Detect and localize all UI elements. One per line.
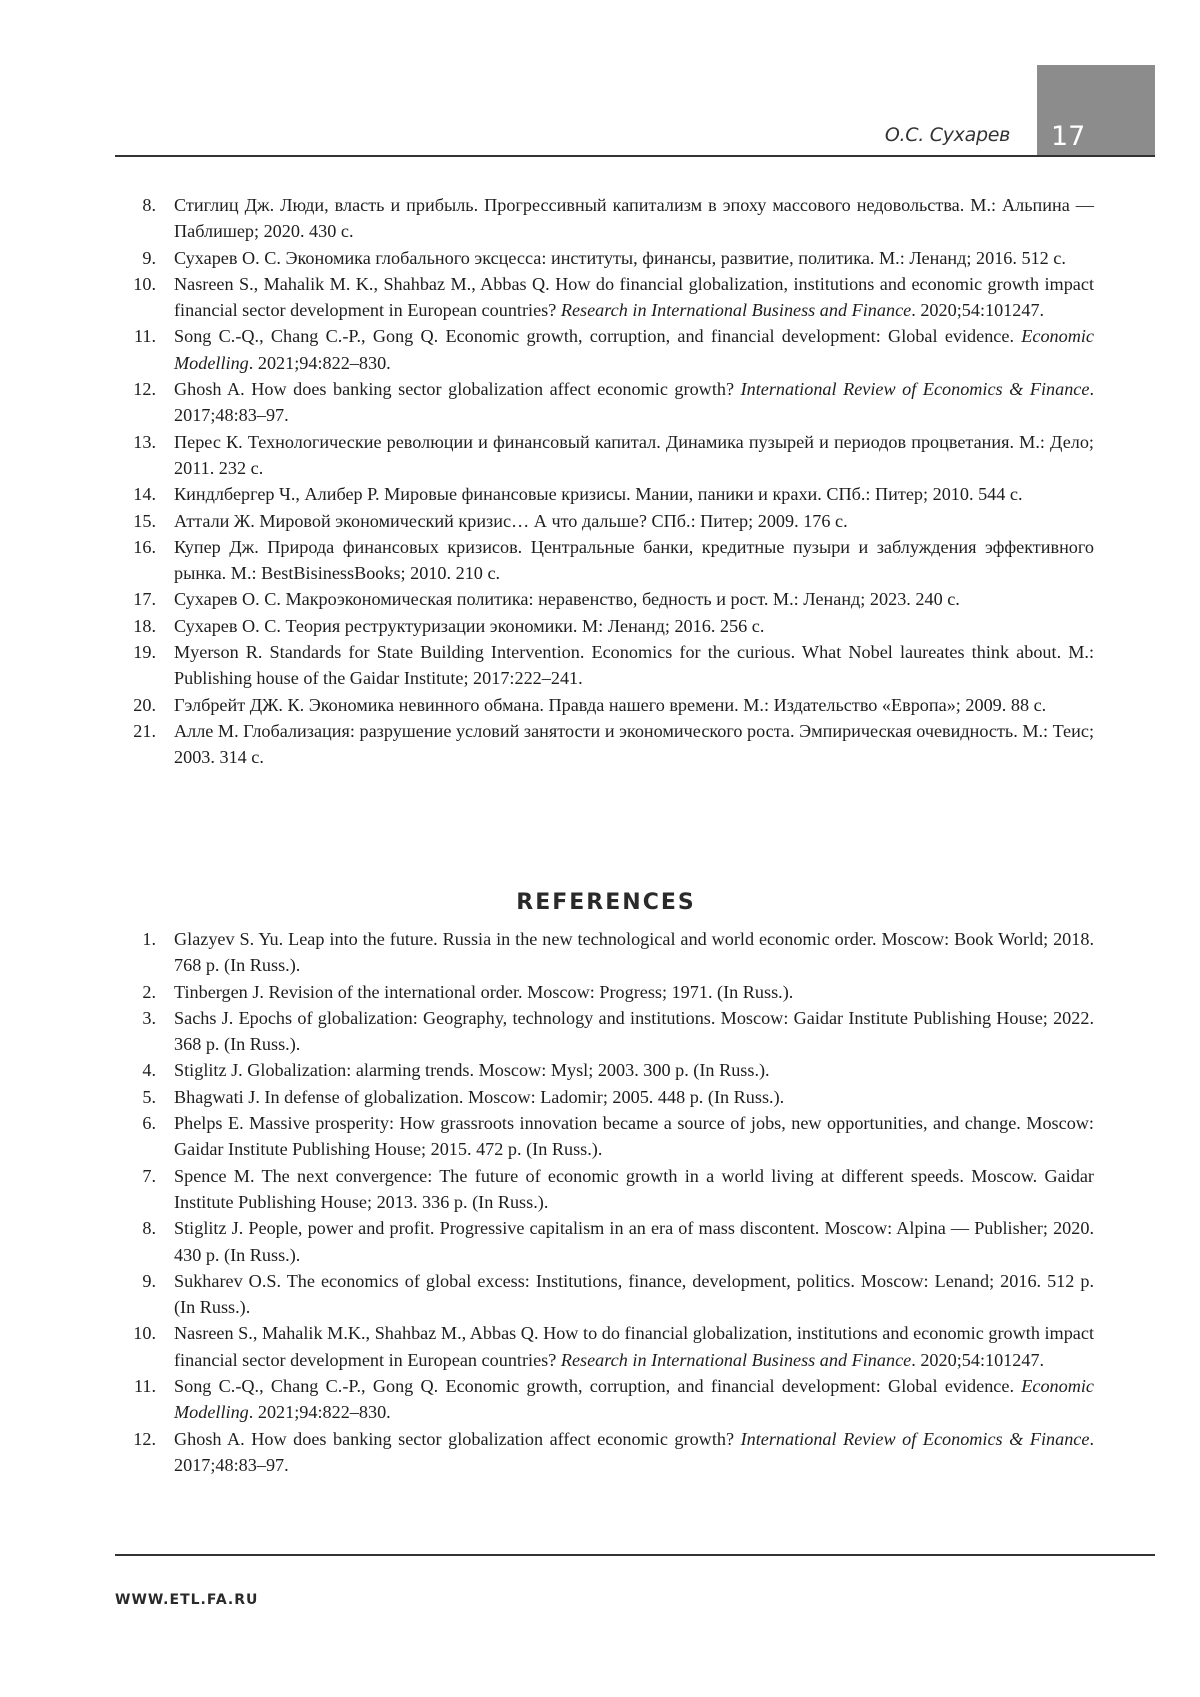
reference-tail: . 2021;94:822–830. [248, 352, 391, 373]
reference-body: Stiglitz J. Globalization: alarming trends. Moscow: Mysl; 2003. 300 p. (In Russ.). [174, 1060, 770, 1081]
reference-number: 10. [133, 273, 156, 294]
reference-text [156, 639, 1094, 692]
reference-body: Купер Дж. Природа финансовых кризисов. Центральные банки, кредитные пузыри и заблуждения эффективного рынка. М.: BestBisinessBooks; 2010. 210 с. [174, 536, 1094, 584]
reference-number: 21. [133, 720, 156, 741]
reference-text [156, 1215, 1094, 1268]
reference-journal: International Review of Economics & Finance [740, 379, 1090, 400]
reference-item [118, 1320, 1094, 1373]
reference-number: 18. [133, 615, 156, 636]
reference-number: 2. [142, 981, 156, 1002]
reference-text [156, 271, 1094, 324]
reference-item [118, 1110, 1094, 1163]
reference-number: 17. [133, 589, 156, 610]
reference-item [118, 192, 1094, 245]
reference-body: Ghosh A. How does banking sector globalization affect economic growth? [174, 1428, 741, 1449]
reference-number: 20. [133, 694, 156, 715]
reference-text [156, 192, 1094, 245]
reference-text [156, 613, 1094, 639]
reference-number: 1. [142, 929, 156, 949]
reference-number: 8. [142, 1218, 156, 1239]
reference-text [156, 586, 1094, 612]
reference-body: Spence M. The next convergence: The future of economic growth in a world living at different speeds. Moscow. Gaidar Institute Publishing House; 2013. 336 p. (In Russ.). [174, 1165, 1094, 1212]
reference-item [118, 1215, 1094, 1268]
reference-number: 11. [133, 326, 156, 347]
reference-body: Ghosh A. How does banking sector globalization affect economic growth? [174, 379, 741, 400]
reference-text [156, 323, 1094, 376]
reference-text [156, 1163, 1094, 1216]
reference-body: Stiglitz J. People, power and profit. Progressive capitalism in an era of mass discontent. Moscow: Alpina — Publisher; 2020. 430 p. (In Russ.). [174, 1218, 1094, 1265]
reference-journal: Research in International Business and Finance [560, 300, 912, 321]
reference-item [118, 429, 1094, 482]
reference-number: 16. [133, 536, 156, 557]
reference-journal: Economic Modelling [174, 1376, 1094, 1423]
reference-number: 19. [133, 642, 156, 663]
footer-url: WWW.ETL.FA.RU [115, 1592, 259, 1608]
reference-item [118, 979, 1094, 1005]
reference-item [118, 613, 1094, 639]
reference-body: Алле М. Глобализация: разрушение условий занятости и экономического роста. Эмпирическая очевидность. М.: Теис; 2003. 314 с. [174, 720, 1094, 768]
reference-body: Гэлбрейт ДЖ. К. Экономика невинного обмана. Правда нашего времени. М.: Издательство «Европа»; 2009. 88 с. [174, 694, 1047, 715]
reference-item [118, 926, 1094, 979]
reference-body: Сухарев О. С. Макроэкономическая политика: неравенство, бедность и рост. М.: Ленанд; 2023. 240 с. [174, 589, 960, 610]
reference-number: 3. [142, 1007, 156, 1028]
reference-body: Myerson R. Standards for State Building Intervention. Economics for the curious. What Nobel laureates think about. M.: Publishing house of the Gaidar Institute; 2017:222–241. [174, 642, 1094, 689]
reference-number: 9. [142, 247, 156, 268]
reference-number: 14. [133, 484, 156, 505]
reference-number: 7. [142, 1165, 156, 1186]
reference-text [156, 1084, 1094, 1110]
reference-body: Стиглиц Дж. Люди, власть и прибыль. Прогрессивный капитализм в эпоху массового недовольства. М.: Альпина — Паблишер; 2020. 430 с. [174, 195, 1094, 242]
reference-item [118, 1426, 1094, 1479]
reference-number: 4. [142, 1060, 156, 1081]
russian-reference-list [118, 192, 1094, 771]
reference-number: 11. [133, 1376, 156, 1397]
reference-text [156, 508, 1094, 534]
reference-number: 5. [142, 1086, 156, 1107]
reference-item [118, 323, 1094, 376]
reference-number: 15. [133, 510, 156, 531]
reference-body: Sukharev O.S. The economics of global excess: Institutions, finance, development, politics. Moscow: Lenand; 2016. 512 p. (In Russ.). [174, 1270, 1094, 1318]
reference-text [156, 1057, 1094, 1083]
reference-body: Аттали Ж. Мировой экономический кризис… А что дальше? СПб.: Питер; 2009. 176 с. [174, 510, 848, 531]
reference-text [156, 1268, 1094, 1321]
reference-item [118, 1373, 1094, 1426]
reference-text [156, 245, 1094, 271]
reference-item [118, 1057, 1094, 1083]
running-head-author: О.С. Сухарев [884, 124, 1010, 146]
reference-item [118, 481, 1094, 507]
reference-journal: Economic Modelling [174, 326, 1094, 373]
reference-tail: . 2017;48:83–97. [174, 379, 1094, 426]
reference-item [118, 245, 1094, 271]
reference-item [118, 1268, 1094, 1321]
reference-number: 9. [142, 1270, 156, 1291]
reference-text [156, 1320, 1094, 1373]
reference-number: 12. [133, 379, 156, 400]
reference-body: Сухарев О. С. Теория реструктуризации экономики. М: Ленанд; 2016. 256 с. [174, 615, 765, 636]
reference-text [156, 1005, 1094, 1058]
reference-text [156, 1426, 1094, 1479]
page-number: 17 [1051, 121, 1086, 152]
reference-body: Bhagwati J. In defense of globalization. Moscow: Ladomir; 2005. 448 p. (In Russ.). [174, 1086, 785, 1107]
reference-tail: . 2020;54:101247. [911, 300, 1045, 321]
reference-item [118, 271, 1094, 324]
reference-body: Сухарев О. С. Экономика глобального эксцесса: институты, финансы, развитие, политика. М.: Ленанд; 2016. 512 с. [174, 247, 1066, 268]
reference-text [156, 376, 1094, 429]
reference-item [118, 639, 1094, 692]
reference-item [118, 508, 1094, 534]
reference-text [156, 926, 1094, 979]
reference-tail: . 2021;94:822–830. [248, 1402, 391, 1423]
reference-number: 8. [142, 195, 156, 215]
reference-item [118, 718, 1094, 771]
reference-item [118, 586, 1094, 612]
reference-text [156, 1110, 1094, 1163]
reference-body: Song C.-Q., Chang C.-P., Gong Q. Economic growth, corruption, and financial development: Global evidence. [174, 326, 1022, 347]
reference-journal: Research in International Business and Finance [560, 1349, 912, 1370]
reference-body: Sachs J. Epochs of globalization: Geography, technology and institutions. Moscow: Gaidar Institute Publishing House; 2022. 368 p. (In Russ.). [174, 1007, 1094, 1055]
reference-number: 10. [133, 1323, 156, 1344]
english-reference-list [118, 926, 1094, 1478]
references-heading: REFERENCES [516, 890, 696, 915]
reference-item [118, 692, 1094, 718]
reference-body: Перес К. Технологические революции и финансовый капитал. Динамика пузырей и периодов процветания. М.: Дело; 2011. 232 с. [174, 431, 1094, 478]
reference-text [156, 429, 1094, 482]
reference-text [156, 718, 1094, 771]
footer-rule [115, 1554, 1155, 1556]
reference-text [156, 534, 1094, 587]
reference-item [118, 534, 1094, 587]
reference-text [156, 979, 1094, 1005]
reference-text [156, 481, 1094, 507]
reference-body: Nasreen S., Mahalik M.K., Shahbaz M., Abbas Q. How to do financial globalization, institutions and economic growth impact financial sector development in European countries? [174, 1323, 1094, 1370]
reference-journal: International Review of Economics & Finance [740, 1428, 1090, 1449]
reference-number: 6. [142, 1113, 156, 1134]
reference-number: 13. [133, 431, 156, 452]
reference-body: Song C.-Q., Chang C.-P., Gong Q. Economic growth, corruption, and financial development: Global evidence. [174, 1376, 1022, 1397]
reference-item [118, 376, 1094, 429]
reference-text [156, 1373, 1094, 1426]
reference-body: Phelps E. Massive prosperity: How grassroots innovation became a source of jobs, new opportunities, and change. Moscow: Gaidar Institute Publishing House; 2015. 472 p. (In Russ.). [174, 1113, 1094, 1160]
reference-text [156, 692, 1094, 718]
reference-item [118, 1005, 1094, 1058]
reference-body: Nasreen S., Mahalik M. K., Shahbaz M., Abbas Q. How do financial globalization, institutions and economic growth impact financial sector development in European countries? [174, 273, 1094, 321]
reference-body: Киндлбергер Ч., Алибер Р. Мировые финансовые кризисы. Мании, паники и крахи. СПб.: Питер; 2010. 544 с. [174, 484, 1023, 505]
reference-tail: . 2017;48:83–97. [174, 1428, 1094, 1475]
reference-body: Glazyev S. Yu. Leap into the future. Russia in the new technological and world economic order. Moscow: Book World; 2018. 768 p. (In Russ.). [174, 929, 1094, 976]
header-rule [115, 155, 1155, 157]
reference-item [118, 1084, 1094, 1110]
reference-tail: . 2020;54:101247. [911, 1349, 1045, 1370]
reference-item [118, 1163, 1094, 1216]
reference-body: Tinbergen J. Revision of the international order. Moscow: Progress; 1971. (In Russ.). [174, 981, 794, 1002]
reference-number: 12. [133, 1428, 156, 1449]
